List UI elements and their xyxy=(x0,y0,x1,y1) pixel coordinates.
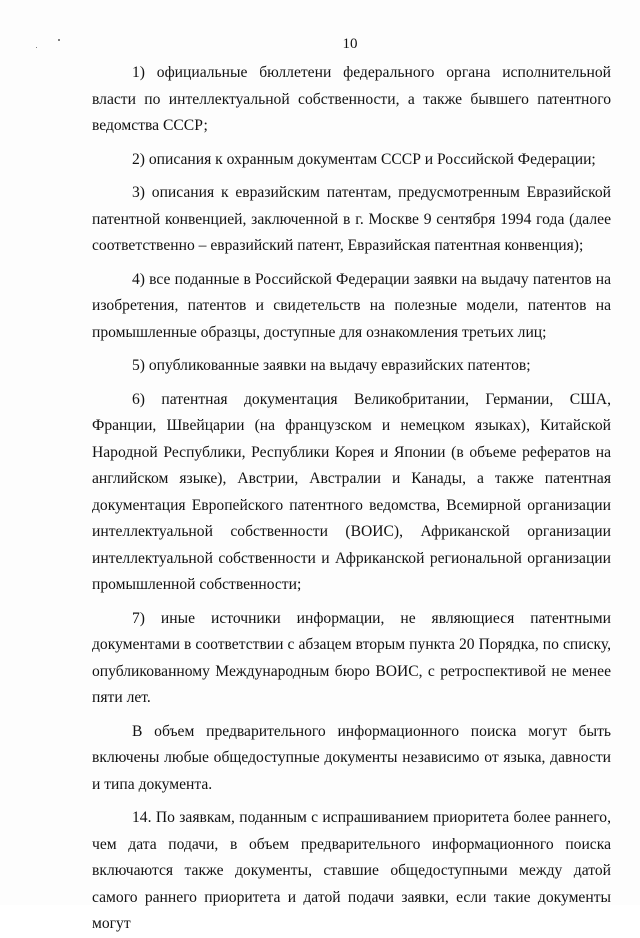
list-item-6: 6) патентная документация Великобритании, Германии, США, Франции, Швейцарии (на французском и немецком языках), Китайской Народной Республики, Республики Корея и Японии (в объеме рефератов на английском языке), Австрии, Австралии и Канады, а также патентная документация Европейского патентного ведомства, Всемирной организации интеллектуальной собственности (ВОИС), Африканской организации интеллектуальной собственности и Африканской региональной организации промышленной собственности; xyxy=(92,390,611,593)
list-item-1: 1) официальные бюллетени федерального органа исполнительной власти по интеллектуальной собственности, а также бывшего патентного ведомства СССР; xyxy=(92,64,611,134)
page-number: 10 xyxy=(342,36,358,52)
paragraph-14: 14. По заявкам, поданным с испрашиванием приоритета более раннего, чем дата подачи, в объем предварительного информационного поиска включаются также документы, ставшие общедоступными между датой самого раннего приоритета и датой подачи заявки, если такие документы могут xyxy=(92,809,611,932)
paragraph-search-scope: В объем предварительного информационного поиска могут быть включены любые общедоступные документы независимо от языка, давности и типа документа. xyxy=(92,722,611,793)
list-item-4: 4) все поданные в Российской Федерации заявки на выдачу патентов на изобретения, патентов и свидетельств на полезные модели, патентов на промышленные образцы, доступные для ознакомления третьих лиц; xyxy=(92,270,611,341)
list-item-3: 3) описания к евразийским патентам, предусмотренным Евразийской патентной конвенцией, заключенной в г. Москве 9 сентября 1994 года (далее соответственно – евразийский патент, Евразийская патентная конвенция); xyxy=(92,184,611,254)
list-item-7: 7) иные источники информации, не являющиеся патентными документами в соответствии с абзацем вторым пункта 20 Порядка, по списку, опубликованному Международным бюро ВОИС, с ретроспективой не менее пяти лет. xyxy=(92,609,611,706)
document-body xyxy=(92,60,611,938)
list-item-5: 5) опубликованные заявки на выдачу евразийских патентов; xyxy=(132,357,531,374)
scan-speck xyxy=(36,47,37,48)
scan-speck xyxy=(58,39,60,41)
list-item-2: 2) описания к охранным документам СССР и Российской Федерации; xyxy=(132,150,596,168)
